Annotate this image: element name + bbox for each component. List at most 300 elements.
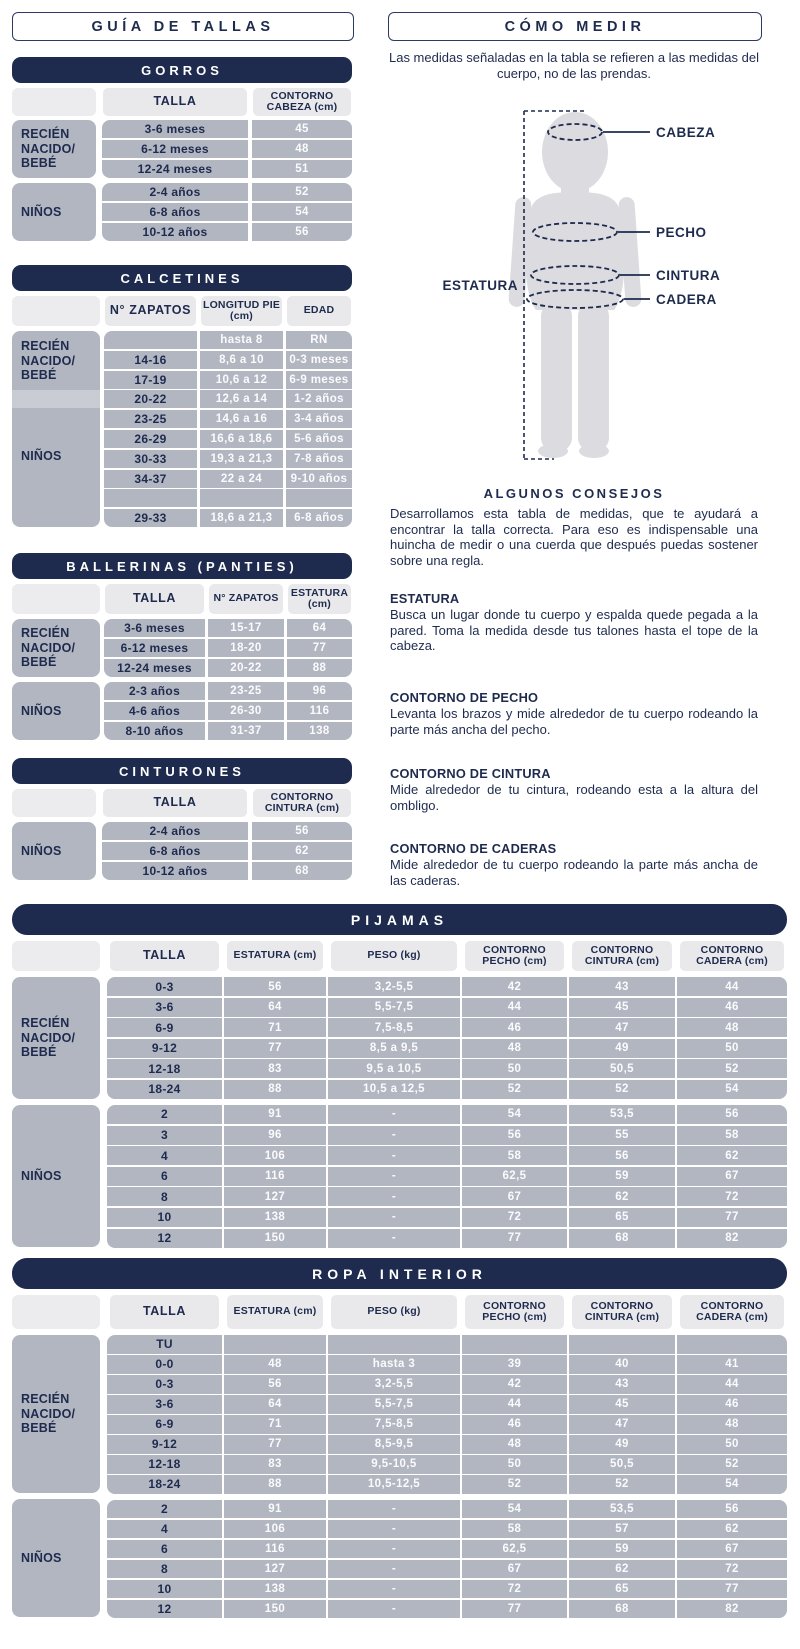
table-row — [107, 1375, 787, 1394]
table-corner-spacer — [12, 941, 100, 971]
table-cell: 6-12 meses — [102, 140, 248, 158]
table-row — [104, 702, 352, 720]
table-cell — [104, 489, 197, 507]
table-cell: 127 — [224, 1187, 326, 1206]
tip-heading-estatura: ESTATURA — [390, 591, 460, 606]
table-cell: 43 — [569, 1375, 675, 1394]
column-header: N° ZAPATOS — [209, 584, 283, 614]
table-cell: 26-30 — [208, 702, 284, 720]
table-cell: 12-18 — [107, 1059, 222, 1078]
table-cell: 6-9 — [107, 1415, 222, 1434]
table-cell: 56 — [569, 1146, 675, 1165]
table-cell: 51 — [252, 160, 352, 178]
table-row — [102, 223, 352, 241]
table-cell: 77 — [224, 1039, 326, 1058]
table-cell: 9-10 años — [286, 470, 352, 488]
column-header: CONTORNO CADERA (cm) — [680, 941, 784, 971]
table-cell: 9-12 — [107, 1435, 222, 1454]
table-cell: 116 — [224, 1540, 326, 1559]
table-cell: 116 — [224, 1167, 326, 1186]
table-cell: 8 — [107, 1560, 222, 1579]
table-row — [102, 183, 352, 201]
table-cell: 14-16 — [104, 351, 197, 369]
table-cell: 106 — [224, 1520, 326, 1539]
table-cell: 4-6 años — [104, 702, 205, 720]
table-cell: 6-8 años — [102, 203, 248, 221]
table-cell: 45 — [252, 120, 352, 138]
table-cell: 6-8 años — [102, 842, 248, 860]
table-row — [107, 1500, 787, 1519]
table-cell: 49 — [569, 1435, 675, 1454]
table-cell: 8,5 a 9,5 — [328, 1039, 460, 1058]
group-label: NIÑOS — [12, 682, 100, 740]
table-row — [107, 998, 787, 1017]
table-cell: 20-22 — [104, 390, 197, 408]
group-label: NIÑOS — [12, 1499, 100, 1617]
table-row — [107, 1355, 787, 1374]
table-row — [107, 1039, 787, 1058]
table-corner-spacer — [12, 584, 100, 614]
cinturones-header-row — [102, 789, 352, 817]
table-cell: 12 — [107, 1600, 222, 1619]
table-cell — [286, 489, 352, 507]
column-header: TALLA — [103, 789, 247, 817]
table-row — [104, 390, 352, 408]
group-label: RECIÉN NACIDO/ BEBÉ — [12, 977, 100, 1099]
table-cell: 72 — [677, 1187, 787, 1206]
ropa-interior-section-header: ROPA INTERIOR — [12, 1258, 787, 1289]
table-cell: 22 a 24 — [200, 470, 283, 488]
table-row — [107, 1560, 787, 1579]
table-cell: TU — [107, 1335, 222, 1354]
table-row — [107, 1395, 787, 1414]
table-cell: - — [328, 1520, 460, 1539]
table-cell: 45 — [569, 1395, 675, 1414]
como-medir-title-box — [388, 12, 762, 41]
table-cell: 77 — [677, 1580, 787, 1599]
table-cell: 88 — [224, 1475, 326, 1494]
column-header: CONTORNO PECHO (cm) — [465, 941, 564, 971]
column-header: EDAD — [287, 296, 351, 326]
table-row — [104, 509, 352, 527]
table-row — [107, 1126, 787, 1145]
gorros-body — [102, 120, 352, 241]
table-cell: 20-22 — [208, 659, 284, 677]
table-row — [107, 1455, 787, 1474]
table-cell: 82 — [677, 1229, 787, 1248]
table-cell — [677, 1335, 787, 1354]
table-cell: 2 — [107, 1500, 222, 1519]
column-header: CONTORNO PECHO (cm) — [465, 1295, 564, 1329]
table-row — [107, 1146, 787, 1165]
table-cell: 23-25 — [104, 410, 197, 428]
tip-text-estatura: Busca un lugar donde tu cuerpo y espalda quede pegada a la pared. Toma la medida desde tus talones hasta el tope de la cabeza. — [390, 607, 758, 654]
table-cell: 18-24 — [107, 1475, 222, 1494]
table-cell: 1-2 años — [286, 390, 352, 408]
table-row — [107, 1059, 787, 1078]
table-cell: 3-6 — [107, 998, 222, 1017]
table-cell: 59 — [569, 1540, 675, 1559]
table-cell: 44 — [462, 998, 567, 1017]
table-cell: 72 — [677, 1560, 787, 1579]
row-group — [102, 120, 352, 178]
table-cell: 18-24 — [107, 1080, 222, 1099]
table-cell: 50 — [677, 1039, 787, 1058]
table-cell: 62 — [677, 1520, 787, 1539]
table-cell: 8-10 años — [104, 722, 205, 740]
gorros-header-row — [102, 88, 352, 116]
table-row — [107, 1105, 787, 1124]
table-cell: - — [328, 1229, 460, 1248]
table-cell: 6-8 años — [286, 509, 352, 527]
table-cell: - — [328, 1580, 460, 1599]
table-cell: - — [328, 1500, 460, 1519]
table-cell: 12 — [107, 1229, 222, 1248]
table-cell: 96 — [287, 682, 352, 700]
table-cell: 64 — [224, 998, 326, 1017]
table-row — [107, 1167, 787, 1186]
table-cell: 9,5-10,5 — [328, 1455, 460, 1474]
table-cell: 40 — [569, 1355, 675, 1374]
table-cell: 56 — [677, 1105, 787, 1124]
cabeza-label: CABEZA — [656, 125, 716, 140]
table-cell: 58 — [677, 1126, 787, 1145]
table-cell: 34-37 — [104, 470, 197, 488]
table-cell: 50 — [677, 1435, 787, 1454]
table-cell: 52 — [677, 1059, 787, 1078]
table-cell: 59 — [569, 1167, 675, 1186]
body-measurement-diagram — [388, 95, 760, 467]
ballerinas-body — [104, 619, 352, 740]
column-header: ESTATURA (cm) — [227, 1295, 323, 1329]
table-row — [107, 1435, 787, 1454]
table-cell: - — [328, 1540, 460, 1559]
consejos-text: Desarrollamos esta tabla de medidas, que te ayudará a encontrar la talla correcta. Para eso es indispensable una huincha de medir o una cuerda que después puedas sostener sobre una regla. — [390, 506, 758, 568]
table-cell: 68 — [569, 1229, 675, 1248]
table-cell: 44 — [462, 1395, 567, 1414]
table-cell: 71 — [224, 1018, 326, 1037]
table-cell: 53,5 — [569, 1500, 675, 1519]
table-cell: 41 — [677, 1355, 787, 1374]
table-cell: 106 — [224, 1146, 326, 1165]
group-label: RECIÉN NACIDO/ BEBÉ — [12, 120, 96, 178]
group-label: NIÑOS — [12, 822, 96, 880]
table-cell: 3-4 años — [286, 410, 352, 428]
table-cell: 64 — [224, 1395, 326, 1414]
tip-text-cintura: Mide alrededor de tu cintura, rodeando esta a la altura del ombligo. — [390, 782, 758, 813]
table-cell: 12-24 meses — [102, 160, 248, 178]
table-cell: 3,2-5,5 — [328, 977, 460, 996]
column-header: CONTORNO CADERA (cm) — [680, 1295, 784, 1329]
table-row — [107, 1208, 787, 1227]
table-cell: 0-3 — [107, 977, 222, 996]
calcetines-header-row — [104, 296, 352, 326]
table-row — [102, 842, 352, 860]
table-cell — [104, 331, 197, 349]
group-label: NIÑOS — [21, 449, 62, 463]
table-cell: RN — [286, 331, 352, 349]
table-cell: 6-12 meses — [104, 639, 205, 657]
table-corner-spacer — [12, 1295, 100, 1329]
table-cell: 54 — [462, 1500, 567, 1519]
table-row — [104, 410, 352, 428]
table-row — [107, 1187, 787, 1206]
table-cell: 127 — [224, 1560, 326, 1579]
table-cell: 57 — [569, 1520, 675, 1539]
table-row — [107, 1335, 787, 1354]
table-cell: 54 — [252, 203, 352, 221]
table-cell: 17-19 — [104, 371, 197, 389]
table-cell: 3-6 meses — [104, 619, 205, 637]
table-row — [107, 1600, 787, 1619]
group-label: RECIÉN NACIDO/ BEBÉ — [12, 619, 100, 677]
table-cell: 44 — [677, 1375, 787, 1394]
table-cell: 3-6 meses — [102, 120, 248, 138]
column-header: CONTORNO CINTURA (cm) — [572, 941, 672, 971]
table-cell: 30-33 — [104, 450, 197, 468]
table-cell: 52 — [677, 1455, 787, 1474]
table-cell: - — [328, 1560, 460, 1579]
page-title: GUÍA DE TALLAS — [91, 18, 275, 35]
table-row — [107, 1580, 787, 1599]
table-cell: 45 — [569, 998, 675, 1017]
table-cell: 5,5-7,5 — [328, 998, 460, 1017]
table-cell: 7-8 años — [286, 450, 352, 468]
table-cell: 49 — [569, 1039, 675, 1058]
como-medir-intro: Las medidas señaladas en la tabla se refieren a las medidas del cuerpo, no de las prendas. — [388, 50, 759, 81]
table-cell: 91 — [224, 1105, 326, 1124]
table-cell: 67 — [677, 1167, 787, 1186]
table-cell: 19,3 a 21,3 — [200, 450, 283, 468]
ballerinas-section-header: BALLERINAS (PANTIES) — [12, 553, 352, 579]
table-cell: 58 — [462, 1146, 567, 1165]
table-cell: 46 — [462, 1018, 567, 1037]
table-cell — [462, 1335, 567, 1354]
row-group — [107, 1335, 787, 1494]
tip-text-caderas: Mide alrededor de tu cuerpo rodeando la parte más ancha de las caderas. — [390, 857, 758, 888]
table-cell: 14,6 a 16 — [200, 410, 283, 428]
table-cell: 10,5-12,5 — [328, 1475, 460, 1494]
table-cell: 6 — [107, 1540, 222, 1559]
group-label: RECIÉN NACIDO/ BEBÉ — [21, 339, 76, 382]
table-cell: 62 — [677, 1146, 787, 1165]
row-group — [102, 183, 352, 241]
table-cell: 5,5-7,5 — [328, 1395, 460, 1414]
table-cell: 52 — [462, 1080, 567, 1099]
table-cell: 48 — [252, 140, 352, 158]
column-header: PESO (kg) — [331, 941, 457, 971]
table-cell: 56 — [224, 977, 326, 996]
table-cell: hasta 8 — [200, 331, 283, 349]
table-cell: 82 — [677, 1600, 787, 1619]
table-cell: 9-12 — [107, 1039, 222, 1058]
column-header: CONTORNO CINTURA (cm) — [253, 789, 351, 817]
table-cell: 6 — [107, 1167, 222, 1186]
table-cell: 3 — [107, 1126, 222, 1145]
table-row — [104, 470, 352, 488]
table-row — [104, 331, 352, 349]
column-header: TALLA — [103, 88, 247, 116]
table-cell: 47 — [569, 1018, 675, 1037]
table-cell: 10 — [107, 1208, 222, 1227]
table-cell: 2-4 años — [102, 183, 248, 201]
table-cell: 6-9 — [107, 1018, 222, 1037]
cinturones-body — [102, 822, 352, 880]
table-corner-spacer — [12, 789, 96, 817]
pecho-label: PECHO — [656, 225, 707, 240]
table-cell: 62,5 — [462, 1540, 567, 1559]
table-row — [107, 977, 787, 996]
table-cell: 7,5-8,5 — [328, 1415, 460, 1434]
group-label: NIÑOS — [12, 1105, 100, 1247]
table-cell: 56 — [677, 1500, 787, 1519]
table-cell: 4 — [107, 1520, 222, 1539]
table-cell: 83 — [224, 1455, 326, 1474]
table-cell: 42 — [462, 1375, 567, 1394]
table-cell: - — [328, 1146, 460, 1165]
table-cell: 12,6 a 14 — [200, 390, 283, 408]
row-group — [107, 1105, 787, 1248]
table-cell: 62 — [569, 1560, 675, 1579]
group-label: RECIÉN NACIDO/ BEBÉ — [12, 1335, 100, 1493]
table-cell: - — [328, 1600, 460, 1619]
row-group — [102, 822, 352, 880]
table-row — [102, 203, 352, 221]
table-cell: 2 — [107, 1105, 222, 1124]
table-cell: 150 — [224, 1600, 326, 1619]
pijamas-section-header: PIJAMAS — [12, 904, 787, 935]
table-row — [104, 619, 352, 637]
table-cell: 42 — [462, 977, 567, 996]
table-cell: 77 — [462, 1600, 567, 1619]
cintura-label: CINTURA — [656, 268, 721, 283]
table-cell — [328, 1335, 460, 1354]
table-cell: 8,6 a 10 — [200, 351, 283, 369]
table-cell — [569, 1335, 675, 1354]
calcetines-body — [104, 331, 352, 527]
table-cell: 10,6 a 12 — [200, 371, 283, 389]
column-header: ESTATURA (cm) — [288, 584, 351, 614]
table-cell: 18-20 — [208, 639, 284, 657]
table-row — [107, 1520, 787, 1539]
cinturones-section-header: CINTURONES — [12, 758, 352, 784]
label-divider-band — [12, 390, 100, 408]
table-cell: 50,5 — [569, 1455, 675, 1474]
ropa-interior-body — [107, 1335, 787, 1618]
table-cell: 67 — [677, 1540, 787, 1559]
table-cell: 43 — [569, 977, 675, 996]
table-row — [107, 1080, 787, 1099]
table-cell: 77 — [224, 1435, 326, 1454]
table-cell: 0-3 meses — [286, 351, 352, 369]
table-cell: 48 — [462, 1039, 567, 1058]
body-silhouette — [508, 112, 642, 458]
table-cell: 138 — [224, 1208, 326, 1227]
table-cell: 88 — [224, 1080, 326, 1099]
table-cell: 77 — [462, 1229, 567, 1248]
group-label-block — [12, 331, 100, 527]
table-cell: 48 — [677, 1018, 787, 1037]
calcetines-section-header: CALCETINES — [12, 265, 352, 291]
table-row — [104, 659, 352, 677]
table-cell: 62 — [569, 1187, 675, 1206]
table-row — [104, 430, 352, 448]
column-header: TALLA — [105, 584, 204, 614]
table-cell: 56 — [462, 1126, 567, 1145]
table-cell: 58 — [462, 1520, 567, 1539]
gorros-section-header: GORROS — [12, 57, 352, 83]
table-cell: 71 — [224, 1415, 326, 1434]
size-guide-title-box — [12, 12, 354, 41]
table-cell: 77 — [287, 639, 352, 657]
table-row — [104, 371, 352, 389]
row-group — [107, 1500, 787, 1619]
table-cell: hasta 3 — [328, 1355, 460, 1374]
table-cell: 50 — [462, 1455, 567, 1474]
column-header: TALLA — [110, 1295, 219, 1329]
row-group — [107, 977, 787, 1099]
table-row — [102, 822, 352, 840]
table-cell: 52 — [252, 183, 352, 201]
table-cell: - — [328, 1208, 460, 1227]
table-cell: 56 — [224, 1375, 326, 1394]
table-cell: 52 — [462, 1475, 567, 1494]
table-cell: 62 — [252, 842, 352, 860]
pijamas-body — [107, 977, 787, 1248]
pijamas-header-row — [107, 941, 787, 971]
table-cell: 0-3 — [107, 1375, 222, 1394]
table-cell: 88 — [287, 659, 352, 677]
table-cell: - — [328, 1126, 460, 1145]
table-cell: - — [328, 1187, 460, 1206]
table-cell: 48 — [462, 1435, 567, 1454]
tip-heading-cintura: CONTORNO DE CINTURA — [390, 766, 551, 781]
table-cell: 9,5 a 10,5 — [328, 1059, 460, 1078]
table-cell: 50 — [462, 1059, 567, 1078]
table-row — [102, 862, 352, 880]
consejos-title: ALGUNOS CONSEJOS — [483, 486, 665, 501]
table-cell: 150 — [224, 1229, 326, 1248]
tip-heading-pecho: CONTORNO DE PECHO — [390, 690, 539, 705]
table-cell: 55 — [569, 1126, 675, 1145]
table-row — [104, 351, 352, 369]
table-cell: 64 — [287, 619, 352, 637]
table-cell: - — [328, 1167, 460, 1186]
table-cell: 8 — [107, 1187, 222, 1206]
tip-text-pecho: Levanta los brazos y mide alrededor de tu cuerpo rodeando la parte más ancha del pecho. — [390, 706, 758, 737]
table-cell: 12-24 meses — [104, 659, 205, 677]
table-row — [102, 140, 352, 158]
table-cell: 96 — [224, 1126, 326, 1145]
table-cell: 53,5 — [569, 1105, 675, 1124]
table-row — [104, 682, 352, 700]
table-corner-spacer — [12, 296, 100, 326]
ballerinas-header-row — [104, 584, 352, 614]
table-cell: 65 — [569, 1580, 675, 1599]
table-cell: 10-12 años — [102, 862, 248, 880]
table-cell: 54 — [462, 1105, 567, 1124]
column-header: PESO (kg) — [331, 1295, 457, 1329]
column-header: N° ZAPATOS — [105, 296, 196, 326]
estatura-label: ESTATURA — [442, 278, 518, 293]
table-row — [104, 722, 352, 740]
table-cell: 46 — [462, 1415, 567, 1434]
row-group — [104, 619, 352, 677]
cadera-label: CADERA — [656, 292, 717, 307]
row-group — [104, 682, 352, 740]
table-row — [107, 1540, 787, 1559]
table-cell: 68 — [252, 862, 352, 880]
